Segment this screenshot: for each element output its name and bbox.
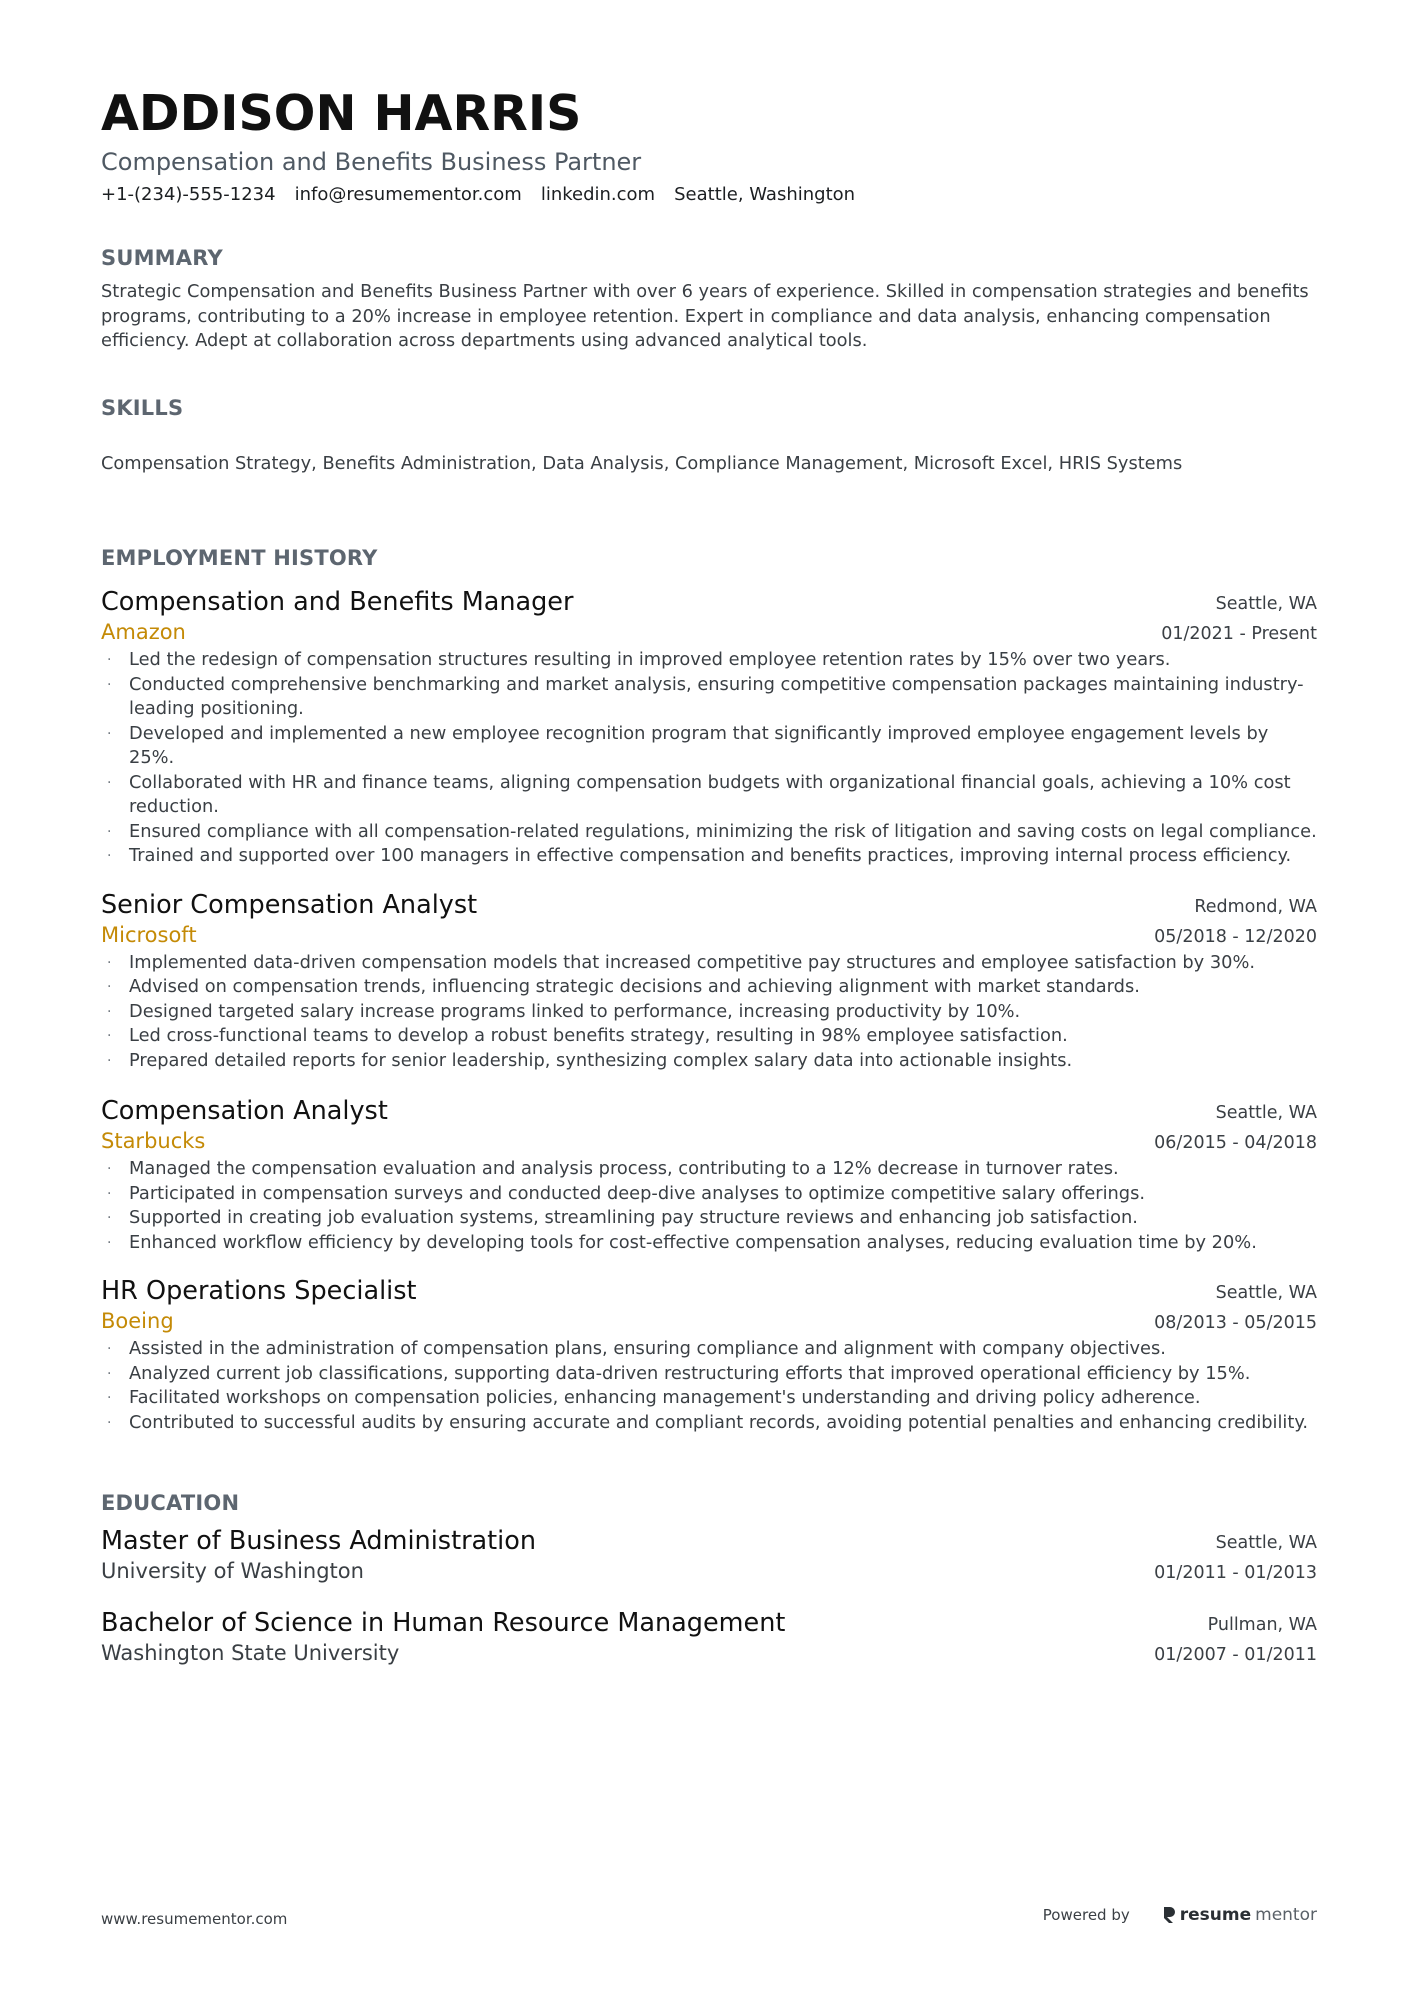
job-bullet (101, 1386, 1317, 1411)
job-dates: 08/2013 - 05/2015 (1154, 1313, 1317, 1333)
job-bullet-text: Designed targeted salary increase programs linked to performance, increasing productivity by 10%. (129, 1000, 1021, 1022)
job-bullet (101, 1157, 1317, 1182)
skills-text: Compensation Strategy, Benefits Administration, Data Analysis, Compliance Management, Microsoft Excel, HRIS Systems (101, 452, 1183, 474)
job-bullet-text: Trained and supported over 100 managers in effective compensation and benefits practices, improving internal process efficiency. (129, 845, 1292, 866)
job-location: Seattle, WA (1215, 1283, 1317, 1303)
job-bullet-text: Prepared detailed reports for senior leadership, synthesizing complex salary data into actionable insights. (129, 1049, 1073, 1071)
skills-heading: SKILLS (101, 395, 184, 420)
job-bullet-text: Advised on compensation trends, influencing strategic decisions and achieving alignment with market standards. (129, 976, 1140, 997)
job-header (101, 1275, 1317, 1335)
job-company: Boeing (101, 1309, 174, 1333)
summary-heading: SUMMARY (101, 246, 223, 270)
job-header (101, 889, 1317, 949)
job-bullet (101, 820, 1317, 845)
job-bullet (101, 1024, 1317, 1049)
job-title: Compensation Analyst (101, 1096, 388, 1126)
candidate-name: ADDISON HARRIS (101, 85, 582, 142)
education-dates: 01/2007 - 01/2011 (1154, 1645, 1317, 1665)
job-bullet-text: Conducted comprehensive benchmarking and market analysis, ensuring competitive compensation packages maintaining industry-leading positioning. (129, 673, 1304, 719)
bullet-dot-icon: · (107, 848, 112, 864)
bullet-dot-icon: · (107, 1341, 112, 1357)
job-bullet (101, 1206, 1317, 1231)
job-company: Amazon (101, 620, 186, 644)
job-company: Starbucks (101, 1129, 206, 1153)
bullet-dot-icon: · (107, 1390, 112, 1406)
bullet-dot-icon: · (107, 1365, 112, 1382)
job-bullet-list (101, 951, 1317, 1074)
job-bullet-list (101, 1157, 1317, 1255)
employment-heading: EMPLOYMENT HISTORY (101, 546, 378, 570)
bullet-dot-icon: · (107, 1185, 112, 1202)
job-title: Compensation and Benefits Manager (101, 587, 574, 617)
job-bullet-text: Ensured compliance with all compensation-related regulations, minimizing the risk of litigation and saving costs on legal compliance. (129, 820, 1317, 842)
education-location: Seattle, WA (1215, 1533, 1317, 1553)
brand-logo (1162, 1905, 1317, 1925)
education-degree: Bachelor of Science in Human Resource Management (101, 1608, 786, 1638)
contact-linkedin: linkedin.com (540, 184, 656, 205)
job-title: HR Operations Specialist (101, 1276, 417, 1306)
job-bullet-text: Supported in creating job evaluation systems, streamlining pay structure reviews and enhancing job satisfaction. (129, 1207, 1138, 1228)
contact-location: Seattle, Washington (674, 184, 856, 205)
skills-section (101, 394, 1317, 477)
job-header (101, 1095, 1317, 1155)
summary-text: Strategic Compensation and Benefits Business Partner with over 6 years of experience. Skilled in compensation strategies and benefits programs, contributing to a 20% increase in employee retention. Expert in compliance and data analysis, enhancing compensation efficiency. Adept at collaboration across departments using advanced analytical tools. (101, 281, 1309, 351)
job-bullet-text: Analyzed current job classifications, supporting data-driven restructuring efforts that improved operational efficiency by 15%. (129, 1362, 1251, 1384)
bullet-dot-icon: · (107, 652, 112, 668)
job-bullet (101, 771, 1317, 820)
resumementor-logo-icon (1162, 1905, 1176, 1925)
job-bullet-text: Participated in compensation surveys and conducted deep-dive analyses to optimize competitive salary offerings. (129, 1182, 1145, 1204)
bullet-dot-icon: · (107, 1234, 112, 1251)
bullet-dot-icon: · (107, 823, 112, 840)
job-bullet (101, 722, 1317, 771)
summary-section (101, 244, 1317, 354)
candidate-headline: Compensation and Benefits Business Partner (101, 148, 642, 176)
bullet-dot-icon: · (107, 725, 112, 742)
footer-website: www.resumementor.com (101, 1910, 288, 1928)
job-location: Redmond, WA (1194, 896, 1317, 917)
education-heading: EDUCATION (101, 1491, 240, 1515)
education-section (101, 1489, 1317, 1667)
job-header (101, 586, 1317, 646)
job-bullet-text: Led cross-functional teams to develop a robust benefits strategy, resulting in 98% employee satisfaction. (129, 1025, 1068, 1046)
bullet-dot-icon: · (107, 774, 112, 791)
education-school: University of Washington (101, 1559, 364, 1583)
contact-email: info@resumementor.com (294, 184, 522, 205)
contact-phone: +1-(234)-555-1234 (101, 184, 276, 205)
job-bullet (101, 673, 1317, 722)
job-entry (101, 586, 1317, 869)
job-dates: 05/2018 - 12/2020 (1154, 926, 1317, 947)
job-location: Seattle, WA (1215, 1103, 1317, 1123)
job-bullet-text: Facilitated workshops on compensation policies, enhancing management's understanding and driving policy adherence. (129, 1387, 1201, 1408)
brand-name-bold: resume (1179, 1905, 1252, 1925)
job-bullet-text: Assisted in the administration of compensation plans, ensuring compliance and alignment with company objectives. (129, 1338, 1166, 1359)
contact-row (101, 182, 1317, 208)
job-bullet (101, 1231, 1317, 1256)
job-bullet (101, 1049, 1317, 1074)
job-bullet-text: Implemented data-driven compensation models that increased competitive pay structures and employee satisfaction by 30%. (129, 951, 1256, 973)
job-bullet-list (101, 648, 1317, 869)
job-bullet-text: Contributed to successful audits by ensuring accurate and compliant records, avoiding potential penalties and enhancing credibility. (129, 1411, 1308, 1433)
resume-page (101, 84, 1317, 1667)
education-school: Washington State University (101, 1641, 400, 1665)
job-location: Seattle, WA (1215, 594, 1317, 614)
job-bullet (101, 975, 1317, 1000)
bullet-dot-icon: · (107, 1210, 112, 1226)
job-title: Senior Compensation Analyst (101, 889, 478, 920)
education-entry (101, 1607, 1317, 1667)
job-bullet-text: Collaborated with HR and finance teams, aligning compensation budgets with organizational financial goals, achieving a 10% cost reduction. (129, 771, 1291, 817)
job-entry (101, 889, 1317, 1074)
bullet-dot-icon: · (107, 1414, 112, 1431)
bullet-dot-icon: · (107, 1052, 112, 1069)
bullet-dot-icon: · (107, 979, 112, 995)
brand-name-light: mentor (1255, 1905, 1317, 1925)
job-entry (101, 1095, 1317, 1255)
job-bullet (101, 1337, 1317, 1362)
footer-branding (1043, 1905, 1317, 1925)
bullet-dot-icon: · (107, 1028, 112, 1044)
education-list (101, 1525, 1317, 1667)
job-bullet-list (101, 1337, 1317, 1435)
employment-section (101, 544, 1317, 1435)
job-bullet (101, 1000, 1317, 1025)
bullet-dot-icon: · (107, 954, 112, 971)
job-dates: 06/2015 - 04/2018 (1154, 1133, 1317, 1153)
job-bullet-text: Developed and implemented a new employee recognition program that significantly improved employee engagement levels by 25%. (129, 722, 1269, 768)
bullet-dot-icon: · (107, 1161, 112, 1177)
education-entry (101, 1525, 1317, 1585)
powered-by-label: Powered by (1042, 1906, 1130, 1924)
bullet-dot-icon: · (107, 676, 112, 693)
job-bullet-text: Managed the compensation evaluation and analysis process, contributing to a 12% decrease in turnover rates. (129, 1158, 1119, 1179)
job-company: Microsoft (101, 922, 197, 947)
job-bullet (101, 844, 1317, 869)
job-bullet-text: Led the redesign of compensation structures resulting in improved employee retention rates by 15% over two years. (129, 649, 1171, 670)
education-dates: 01/2011 - 01/2013 (1154, 1563, 1317, 1583)
job-bullet (101, 1411, 1317, 1436)
job-bullet (101, 1182, 1317, 1207)
education-degree: Master of Business Administration (101, 1526, 537, 1556)
job-bullet-text: Enhanced workflow efficiency by developing tools for cost-effective compensation analyses, reducing evaluation time by 20%. (129, 1231, 1257, 1253)
job-list (101, 586, 1317, 1435)
job-bullet (101, 1362, 1317, 1387)
job-bullet (101, 648, 1317, 673)
job-dates: 01/2021 - Present (1161, 624, 1317, 644)
bullet-dot-icon: · (107, 1003, 112, 1020)
job-entry (101, 1275, 1317, 1435)
education-location: Pullman, WA (1207, 1615, 1317, 1635)
job-bullet (101, 951, 1317, 976)
